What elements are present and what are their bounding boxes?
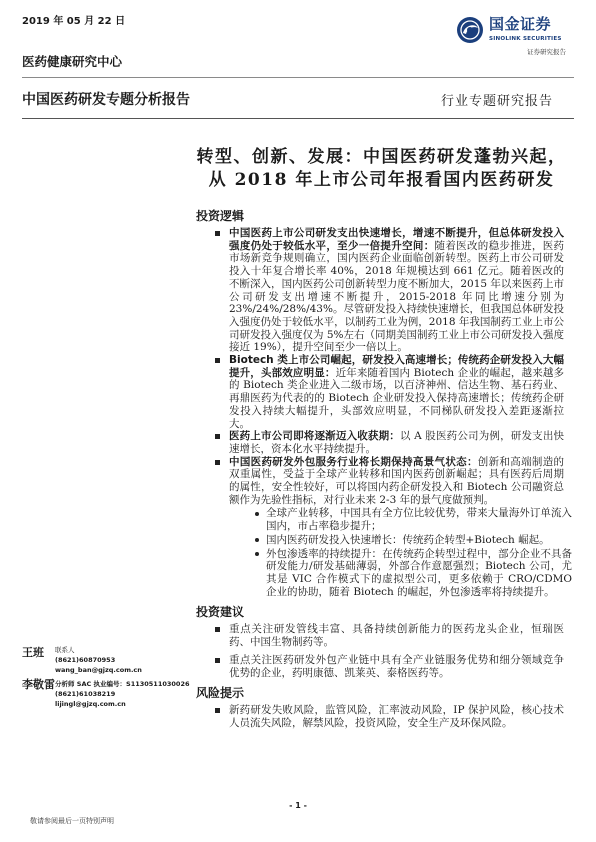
sub-bullet-text: 外包渗透率的持续提升：在传统药企转型过程中，部分企业不具备研发能力/研发基础薄弱，外部合作意愿强烈；Biotech 公司，尤其是 VIC 合作模式下的虚拟型公司，更多依赖于 CRO/CDMO 企业的协助，随着 Biotech 的崛起，外包渗透率将持续提升。 <box>266 547 572 598</box>
bullet-lead: 中国医药研发外包服务行业将长期保持高景气状态： <box>229 455 478 468</box>
header-divider-bottom <box>22 118 574 119</box>
bullet-body: 重点关注医药研发外包产业链中具有全产业链服务优势和细分领域竞争优势的企业，药明康德、凯莱英、泰格医药等。 <box>229 653 564 679</box>
square-bullet-icon <box>215 358 220 363</box>
bullet-body: 近年来随着国内 Biotech 企业的崛起，越来越多的 Biotech 类企业进入二级市场，以百济神州、信达生物、基石药业、再鼎医药为代表的的 Biotech 企业研发投入保持高速增长；传统药企研发投入持续大幅提升，头部效应明显，不同梯队研发投入差距逐渐拉大。 <box>229 366 565 430</box>
dot-bullet-icon <box>255 552 259 556</box>
sub-bullet-item <box>266 534 572 547</box>
square-bullet-icon <box>215 708 220 713</box>
sinolink-emblem-icon <box>456 16 484 44</box>
bullet-body: 随着医改的稳步推进，医药市场新竞争规则确立，国内医药企业面临创新转型。医药上市公司研发投入十年复合增长率 40%，2018 年规模达到 661 亿元。随着医改的不断深入，国内医药公司创新转型力度不断加大，2015 年以来医药上市公司研发支出增速不断提升，2015-2018 年同比增速分别为 23%/24%/28%/43%。尽管研发投入持续快速增长，但我国总体研发投入强度仍处于较低水平，以制药工业为例，2018 年我国制药工业上市公司研发投入强度仅为 5%左右（同期美国制药工业上市公司研发投入强度接近 19%），提升空间至少一倍以上。 <box>229 239 565 354</box>
report-date: 2019 年 05 月 22 日 <box>22 16 126 27</box>
bullet-lead: 医药上市公司即将逐渐迈入收获期： <box>229 430 400 443</box>
dot-bullet-icon <box>255 512 259 516</box>
sub-bullet-list <box>229 507 572 598</box>
square-bullet-icon <box>215 231 220 236</box>
investment-advice-list <box>196 623 574 679</box>
report-category: 行业专题研究报告 <box>441 94 554 109</box>
bullet-body: 重点关注研发管线丰富、具备持续创新能力的医药龙头企业，恒瑞医药、中国生物制药等。 <box>229 623 564 649</box>
research-center-name: 医药健康研究中心 <box>22 54 123 69</box>
main-title-line-2: 从 2018 年上市公司年报看国内医药研发 <box>208 170 555 190</box>
bullet-body: 以 A 股医药公司为例，研发支出快速增长，资本化水平持续提升。 <box>229 430 565 455</box>
analyst-phone: (8621)60870953 <box>55 656 116 664</box>
square-bullet-icon <box>215 460 220 465</box>
disclaimer-note: 敬请参阅最后一页特别声明 <box>30 817 114 825</box>
report-series-title: 中国医药研发专题分析报告 <box>22 92 190 108</box>
main-title-line-1: 转型、创新、发展：中国医药研发蓬勃兴起， <box>196 147 567 167</box>
risk-list <box>196 704 574 729</box>
bullet-item <box>196 455 572 599</box>
sub-bullet-item <box>266 548 572 599</box>
sub-bullet-text: 全球产业转移，中国具有全方位比较优势，带来大量海外订单流入国内，市占率稳步提升； <box>266 507 572 533</box>
analyst-name: 李敬雷 <box>22 678 55 691</box>
analyst-role: 联系人 <box>55 646 75 654</box>
analyst-name: 王班 <box>22 646 44 659</box>
bullet-item <box>196 430 564 455</box>
sub-bullet-item <box>266 507 572 532</box>
analyst-email: lijingl@gjzq.com.cn <box>55 700 126 708</box>
bullet-item <box>196 354 564 430</box>
analyst-card <box>55 645 142 675</box>
dot-bullet-icon <box>255 538 259 542</box>
analyst-role: 分析师 SAC 执业编号：S1130511030026 <box>55 680 190 688</box>
analyst-phone: (8621)61038219 <box>55 690 116 698</box>
bullet-item <box>196 623 564 648</box>
section-heading-risks: 风险提示 <box>196 686 245 701</box>
section-heading-investment-advice: 投资建议 <box>196 605 245 620</box>
square-bullet-icon <box>215 658 220 663</box>
logo-name-cn: 国金证券 <box>489 15 552 33</box>
summary-column <box>196 208 574 730</box>
bullet-lead: 中国医药上市公司研发支出快速增长，增速不断提升，但总体研发投入强度仍处于较低水平，至少一倍提升空间： <box>229 227 564 252</box>
analyst-card <box>55 679 190 709</box>
document-type-label: 证券研究报告 <box>527 48 566 56</box>
bullet-body: 新药研发失败风险，监管风险，汇率波动风险，IP 保护风险，核心技术人员流失风险，解禁风险，投资风险，安全生产及环保风险。 <box>229 704 564 729</box>
square-bullet-icon <box>215 434 220 439</box>
analyst-email: wang_ban@gjzq.com.cn <box>55 666 142 674</box>
bullet-item <box>196 654 564 679</box>
section-heading-investment-logic: 投资逻辑 <box>196 209 245 223</box>
bullet-item <box>196 227 564 354</box>
bullet-body: 创新和高端制造的双重属性，受益于全球产业转移和国内医药创新崛起；具有医药后周期的属性，安全性较好，可以将国内药企研发投入和 Biotech 公司融资总额作为先验性指标，对行业未来 2-3 年的景气度做预判。 <box>229 455 565 506</box>
bullet-item <box>196 704 564 729</box>
page-number: - 1 - <box>289 801 307 810</box>
main-title <box>186 146 577 192</box>
logo-name-en: SINOLINK SECURITIES <box>489 36 562 42</box>
investment-logic-list <box>196 227 574 598</box>
square-bullet-icon <box>215 627 220 632</box>
sub-bullet-text: 国内医药研发投入快速增长：传统药企转型+Biotech 崛起。 <box>266 533 550 546</box>
header-divider-top <box>22 77 574 78</box>
company-logo <box>456 15 574 47</box>
bullet-lead: Biotech 类上市公司崛起，研发投入高速增长；传统药企研发投入大幅提升，头部效应明显： <box>229 354 564 379</box>
